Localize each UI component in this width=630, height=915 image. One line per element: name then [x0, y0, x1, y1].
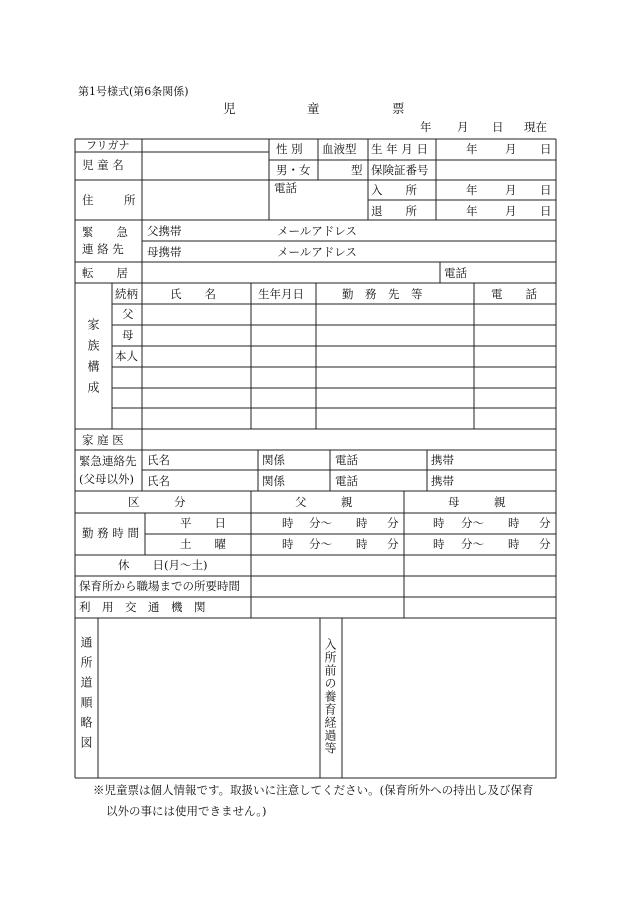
commute-label: 保育所から職場までの所要時間	[79, 579, 240, 593]
mother-weekday-m1: 分〜	[461, 516, 484, 530]
emergency2-label-2: (父母以外)	[79, 472, 134, 486]
form-number: 第1号様式(第6条関係)	[78, 85, 189, 98]
father-sat-h1: 時	[282, 537, 294, 551]
father-weekday-m2: 分	[387, 516, 399, 530]
emergency2-mobile-2: 携帯	[431, 474, 454, 488]
history-label: 入所前の養育経過等	[323, 638, 337, 755]
father-weekday-h2: 時	[356, 516, 368, 530]
birth-day: 日	[540, 142, 552, 156]
date-day: 日	[492, 120, 504, 134]
date-month: 月	[457, 120, 469, 134]
exit-year: 年	[466, 204, 478, 218]
address-phone-label: 電話	[274, 181, 297, 195]
move-phone-label: 電話	[444, 266, 467, 280]
mother-weekday-h1: 時	[433, 516, 445, 530]
doctor-label: 家 庭 医	[82, 433, 124, 447]
privacy-note	[93, 780, 563, 822]
work-hours-label: 勤 務 時 間	[82, 526, 139, 540]
privacy-note-line-1: ※児童票は個人情報です。取扱いに注意してください。(保育所外への持出し及び保育	[93, 783, 534, 797]
birth-month: 月	[505, 142, 517, 156]
route-map-label: 通所道順略図	[79, 636, 93, 756]
mother-mail-label: メールアドレス	[277, 245, 357, 259]
mother-sat-h2: 時	[508, 537, 520, 551]
mother-sat-m1: 分〜	[461, 537, 484, 551]
emergency2-label-1: 緊急連絡先	[79, 454, 137, 468]
child-name-label: 児 童 名	[82, 158, 124, 172]
sex-label: 性 別	[276, 142, 303, 156]
exit-month: 月	[505, 204, 517, 218]
emergency-label-2: 連 絡 先	[82, 242, 124, 256]
family-relation-self: 本人	[115, 349, 138, 363]
mother-mobile-label: 母携帯	[147, 245, 182, 259]
emergency2-phone-2: 電話	[335, 474, 358, 488]
title-char-3: 票	[392, 101, 405, 116]
furigana-label: フリガナ	[86, 139, 130, 152]
father-sat-h2: 時	[356, 537, 368, 551]
sex-value: 男・女	[276, 163, 311, 177]
entry-month: 月	[505, 183, 517, 197]
address-label-2: 所	[124, 193, 136, 207]
emergency2-name-2: 氏名	[147, 474, 170, 488]
mother-sat-m2: 分	[539, 537, 551, 551]
insurance-label: 保険証番号	[371, 163, 429, 177]
family-header-relation: 続柄	[115, 287, 138, 301]
father-mobile-label: 父携帯	[147, 224, 182, 238]
father-mail-label: メールアドレス	[277, 224, 357, 238]
emergency2-relation-2: 関係	[262, 474, 285, 488]
emergency2-mobile-1: 携帯	[431, 453, 454, 467]
move-label: 転 居	[82, 266, 128, 280]
father-weekday-m1: 分〜	[309, 516, 332, 530]
mother-sat-h1: 時	[433, 537, 445, 551]
exit-day: 日	[540, 204, 552, 218]
date-year: 年	[420, 120, 432, 134]
transport-label: 利 用 交 通 機 関	[79, 600, 206, 614]
title-char-1: 児	[223, 101, 236, 116]
entry-year: 年	[466, 183, 478, 197]
family-header-work: 勤 務 先 等	[342, 287, 423, 301]
family-relation-father: 父	[122, 307, 134, 321]
entry-day: 日	[540, 183, 552, 197]
title-char-2: 童	[307, 101, 320, 116]
father-sat-m1: 分〜	[309, 537, 332, 551]
family-side-label: 家族構成	[86, 318, 100, 402]
birth-label: 生 年 月 日	[371, 142, 428, 156]
father-weekday-h1: 時	[282, 516, 294, 530]
emergency2-name-1: 氏名	[147, 453, 170, 467]
emergency2-relation-1: 関係	[262, 453, 285, 467]
blood-suffix: 型	[351, 163, 363, 177]
date-now: 現在	[524, 120, 547, 134]
mother-weekday-h2: 時	[508, 516, 520, 530]
work-father-label: 父 親	[295, 495, 353, 509]
family-header-phone: 電 話	[491, 287, 537, 301]
blood-label: 血液型	[322, 142, 357, 156]
work-division-label: 区 分	[128, 495, 186, 509]
family-header-birth: 生年月日	[258, 287, 304, 301]
family-relation-mother: 母	[122, 328, 134, 342]
father-sat-m2: 分	[387, 537, 399, 551]
emergency2-phone-1: 電話	[335, 453, 358, 467]
privacy-note-line-2: 以外の事には使用できません。)	[106, 804, 267, 818]
exit-label: 退 所	[371, 204, 417, 218]
holiday-label: 休 日(月〜土)	[118, 558, 208, 572]
mother-weekday-m2: 分	[539, 516, 551, 530]
entry-label: 入 所	[371, 183, 417, 197]
address-label-1: 住	[82, 193, 94, 207]
emergency-label-1: 緊 急	[82, 225, 128, 239]
work-weekday-label: 平 日	[180, 516, 226, 530]
family-header-name: 氏 名	[170, 287, 216, 301]
birth-year: 年	[466, 142, 478, 156]
work-saturday-label: 土 曜	[180, 537, 226, 551]
work-mother-label: 母 親	[448, 495, 506, 509]
